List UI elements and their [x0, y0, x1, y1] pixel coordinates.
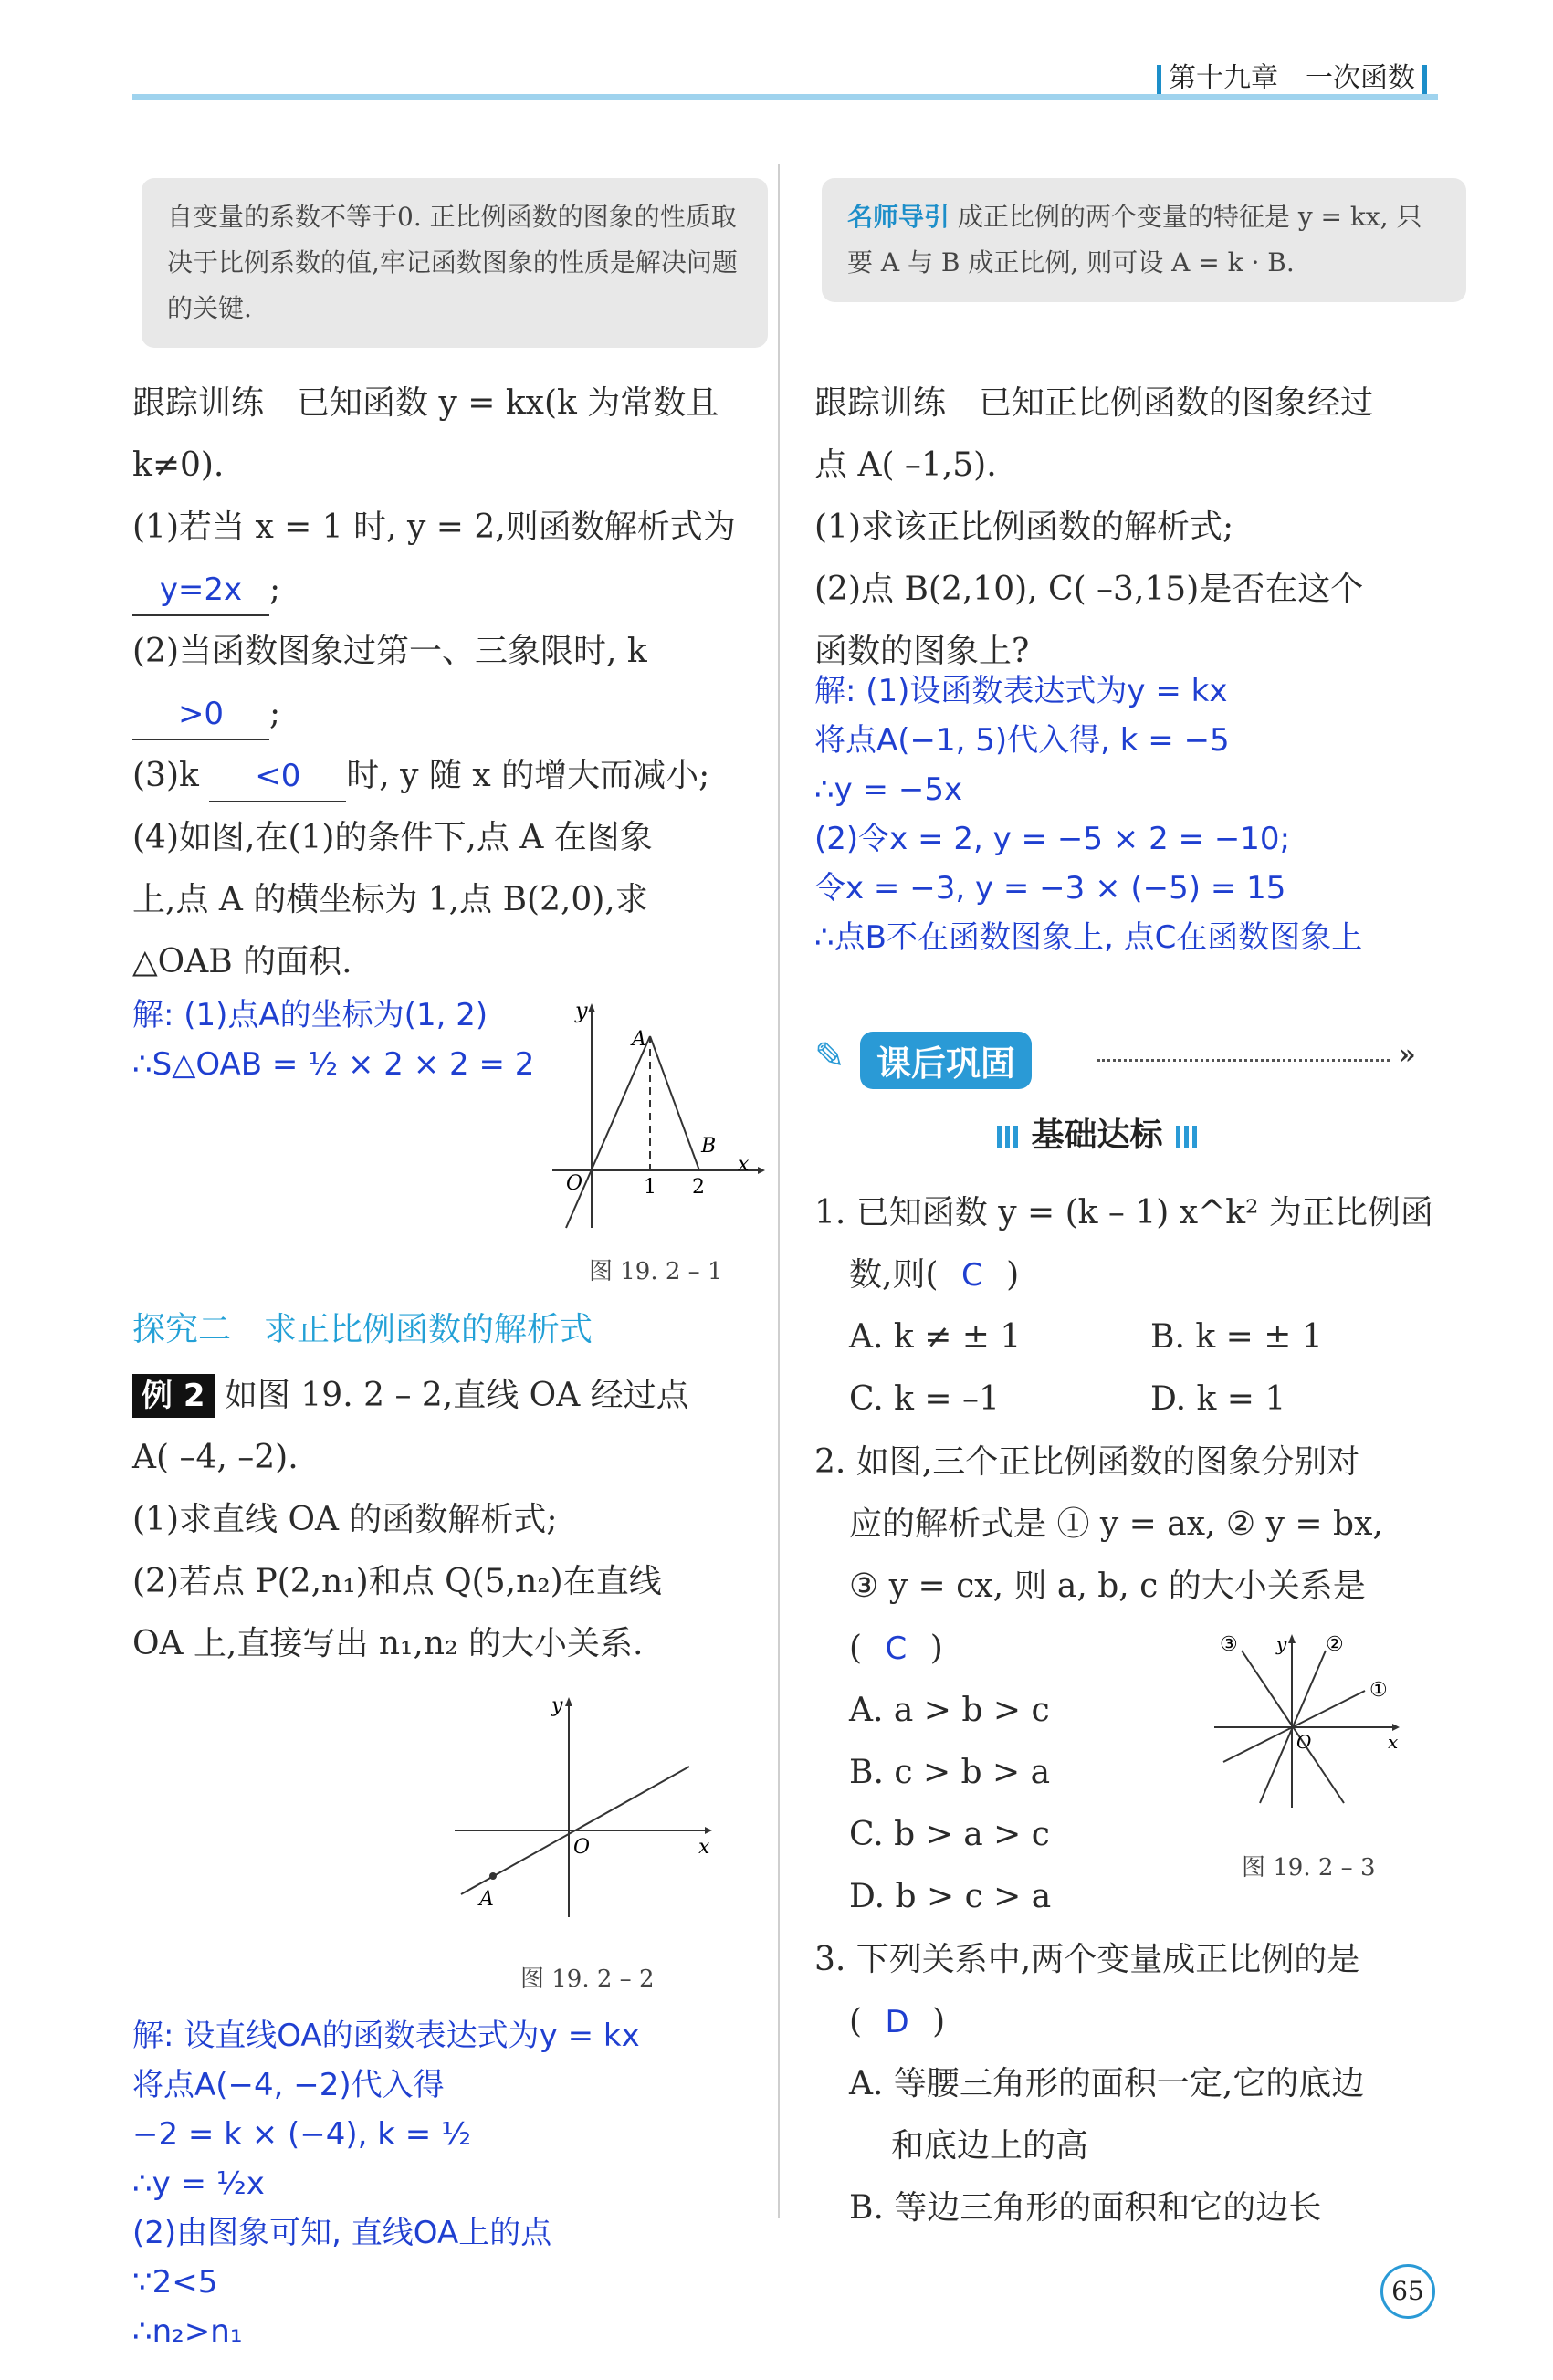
solution-2-line: ∴y = ½x — [132, 2165, 265, 2202]
label-a: A — [632, 1028, 646, 1051]
p3-open: ( — [849, 2003, 863, 2040]
header-rule — [132, 94, 1438, 100]
practice-q2: (2)当函数图象过第一、三象限时, k — [132, 633, 647, 670]
label-circle-1: ① — [1369, 1679, 1388, 1702]
p3-close: ) — [932, 2003, 946, 2040]
option-c: C. b > a > c — [849, 1816, 1050, 1853]
solution-line: 将点A(−1, 5)代入得, k = −5 — [814, 722, 1230, 759]
label-o: O — [1296, 1731, 1312, 1753]
q3-prefix: (3)k — [132, 757, 199, 794]
problem-2-stem-end: ③ y = cx, 则 a, b, c 的大小关系是 — [849, 1567, 1366, 1605]
y-axis-arrow — [588, 1003, 595, 1012]
pencil-icon: ✎ — [814, 1035, 845, 1077]
problem-2-stem: 2. 如图,三个正比例函数的图象分别对 — [814, 1443, 1360, 1481]
solution-line: 令x = −3, y = −3 × (−5) = 15 — [814, 870, 1286, 907]
figure-19-2-1 — [539, 1000, 767, 1274]
label-o: O — [566, 1172, 583, 1195]
label-a: A — [479, 1888, 494, 1911]
practice-q1: (1)若当 x = 1 时, y = 2,则函数解析式为 — [132, 509, 736, 546]
x-axis-arrow — [1392, 1724, 1400, 1731]
option-b: B. k = ± 1 — [1150, 1318, 1323, 1356]
subsection-label: 基础达标 — [1031, 1117, 1163, 1154]
p2-close: ) — [929, 1630, 943, 1667]
solution-1-line: 解: (1)点A的坐标为(1, 2) — [132, 997, 488, 1033]
solution-1 — [132, 991, 552, 1089]
q3-suffix: 时, y 随 x 的增大而减小; — [346, 757, 710, 794]
page-number: 65 — [1380, 2264, 1435, 2319]
practice-q3 — [132, 745, 762, 807]
p2-open: ( — [849, 1630, 863, 1667]
practice-q1-answer-line — [132, 559, 762, 621]
practice-intro-cont: 点 A( –1,5). — [814, 446, 997, 484]
example-q2-cont: OA 上,直接写出 n₁,n₂ 的大小关系. — [132, 1625, 644, 1662]
problem-1-options — [814, 1306, 1453, 1431]
section-header — [814, 1032, 1435, 1086]
figure-19-2-3 — [1205, 1625, 1415, 1817]
solution-line: ∴点B不在函数图象上, 点C在函数图象上 — [814, 919, 1363, 956]
answer-q3: <0 — [209, 751, 346, 802]
subsection-mark — [1192, 1126, 1197, 1148]
practice-q4: (4)如图,在(1)的条件下,点 A 在图象 — [132, 819, 653, 856]
practice-q2-answer-line — [132, 683, 762, 745]
practice-q4-end: △OAB 的面积. — [132, 943, 352, 980]
answer-q1: y=2x — [132, 565, 269, 616]
label-o: O — [573, 1836, 591, 1859]
subsection-mark — [997, 1126, 1002, 1148]
option-a-cont: 和底边上的高 — [891, 2127, 1089, 2165]
point-a — [489, 1872, 497, 1880]
chapter-header — [1149, 55, 1434, 95]
example-2-line1 — [132, 1365, 771, 1427]
problem-2-stem-cont: 应的解析式是 ① y = ax, ② y = bx, — [849, 1505, 1383, 1543]
note-box — [142, 178, 768, 348]
tick-1: 1 — [644, 1176, 656, 1199]
example-2 — [132, 1365, 771, 1675]
subsection-mark — [1005, 1126, 1010, 1148]
solution-line: ∴y = −5x — [814, 771, 963, 808]
tick-2: 2 — [692, 1176, 705, 1199]
q1-suffix: ; — [269, 571, 281, 608]
subsection-mark — [1176, 1126, 1180, 1148]
label-circle-3: ③ — [1220, 1633, 1238, 1656]
problem-1-stem: 1. 已知函数 y = (k – 1) x^k² 为正比例函 — [814, 1194, 1433, 1232]
solution-2-line: (2)由图象可知, 直线OA上的点 — [132, 2215, 552, 2251]
column-divider — [778, 164, 780, 2218]
figure-19-2-2 — [447, 1693, 721, 1922]
problem-1-answer-line — [814, 1244, 1453, 1306]
option-a: A. 等腰三角形的面积一定,它的底边 — [849, 2065, 1365, 2102]
problem-1 — [814, 1182, 1453, 1431]
p1-close: ) — [1006, 1256, 1020, 1294]
subsection-title — [995, 1109, 1199, 1156]
example-q1: (1)求直线 OA 的函数解析式; — [132, 1501, 558, 1538]
problem-3-answer-line — [814, 1991, 1453, 2053]
explore-title: 探究二 求正比例函数的解析式 — [132, 1311, 593, 1348]
practice-intro: 跟踪训练 已知正比例函数的图象经过 — [814, 384, 1374, 422]
label-x: x — [738, 1153, 750, 1176]
option-d: D. b > c > a — [849, 1878, 1052, 1915]
y-axis-arrow — [1288, 1634, 1296, 1643]
example-point: A( –4, –2). — [132, 1439, 299, 1476]
subsection-mark — [1013, 1126, 1018, 1148]
example-tag: 例 2 — [132, 1374, 215, 1418]
solution-2-line: 解: 设直线OA的函数表达式为y = kx — [132, 2018, 640, 2054]
figure-caption-1: 图 19. 2 – 1 — [589, 1258, 723, 1285]
option-b: B. 等边三角形的面积和它的边长 — [849, 2189, 1322, 2227]
problem-3 — [814, 1929, 1453, 2239]
tip-label: 名师导引 — [847, 202, 950, 232]
solution-2-line: ∵2<5 — [132, 2264, 218, 2301]
problem-3-answer: D — [885, 2004, 909, 2040]
solution-1-line: ∴S△OAB = ½ × 2 × 2 = 2 — [132, 1046, 535, 1083]
header-bar-left — [1157, 65, 1161, 94]
example-q2: (2)若点 P(2,n₁)和点 Q(5,n₂)在直线 — [132, 1563, 662, 1600]
chapter-title: 第十九章 一次函数 — [1169, 62, 1415, 94]
section-title: 课后巩固 — [860, 1032, 1032, 1089]
label-circle-2: ② — [1326, 1633, 1344, 1656]
option-d: D. k = 1 — [1150, 1380, 1286, 1418]
option-c: C. k = –1 — [849, 1380, 1000, 1418]
option-b: B. c > b > a — [849, 1754, 1051, 1791]
tip-box — [822, 178, 1466, 302]
option-a: A. k ≠ ± 1 — [849, 1318, 1022, 1356]
tip-text: 成正比例的两个变量的特征是 y = kx, 只要 A 与 B 成正比例, 则可设 A = k · B. — [847, 202, 1422, 278]
y-axis-arrow — [565, 1697, 572, 1706]
note-text: 自变量的系数不等于0. 正比例函数的图象的性质取决于比例系数的值,牢记函数图象的性质是解决问题的关键. — [167, 202, 738, 323]
figure-caption-2: 图 19. 2 – 2 — [520, 1966, 655, 1993]
subsection-mark — [1184, 1126, 1189, 1148]
problem-1-answer: C — [960, 1257, 983, 1294]
right-practice — [814, 372, 1453, 683]
line-oa — [566, 1036, 650, 1228]
p1-stem-end: 数,则( — [849, 1256, 939, 1294]
option-a: A. a > b > c — [849, 1692, 1050, 1729]
label-x: x — [698, 1836, 710, 1859]
practice-q1: (1)求该正比例函数的解析式; — [814, 509, 1234, 546]
chevron-right-icon: » — [1399, 1039, 1416, 1071]
answer-q2: >0 — [132, 689, 269, 740]
problem-2-answer: C — [885, 1630, 908, 1667]
solution-right — [814, 666, 1472, 962]
example-text: 如图 19. 2 – 2,直线 OA 经过点 — [224, 1377, 689, 1414]
x-axis-arrow — [758, 1167, 765, 1174]
label-b: B — [701, 1135, 717, 1158]
q2-suffix: ; — [269, 695, 281, 732]
label-x: x — [1388, 1731, 1399, 1753]
label-y: y — [551, 1694, 563, 1717]
solution-2-line: 将点A(−4, −2)代入得 — [132, 2067, 445, 2103]
practice-q4-cont: 上,点 A 的横坐标为 1,点 B(2,0),求 — [132, 881, 648, 918]
solution-2-line: −2 = k × (−4), k = ½ — [132, 2116, 472, 2153]
solution-line: 解: (1)设函数表达式为y = kx — [814, 673, 1228, 709]
solution-line: (2)令x = 2, y = −5 × 2 = −10; — [814, 821, 1291, 857]
problem-3-stem: 3. 下列关系中,两个变量成正比例的是 — [814, 1941, 1360, 1978]
practice-q2: (2)点 B(2,10), C( –3,15)是否在这个 — [814, 571, 1364, 608]
segment-ab — [650, 1036, 699, 1170]
label-y: y — [1276, 1633, 1287, 1655]
dotted-rule — [1097, 1059, 1390, 1062]
figure-caption-3: 图 19. 2 – 3 — [1242, 1854, 1376, 1882]
label-y: y — [575, 1000, 588, 1023]
x-axis-arrow — [705, 1827, 712, 1834]
practice-intro: 跟踪训练 已知函数 y = kx(k 为常数且 — [132, 384, 719, 422]
practice-intro-cont: k≠0). — [132, 446, 225, 484]
left-practice — [132, 372, 762, 993]
practice-q2-cont: 函数的图象上? — [814, 633, 1030, 670]
solution-2 — [132, 2011, 771, 2356]
header-bar-right — [1422, 65, 1427, 94]
solution-2-line: ∴n₂>n₁ — [132, 2313, 243, 2350]
